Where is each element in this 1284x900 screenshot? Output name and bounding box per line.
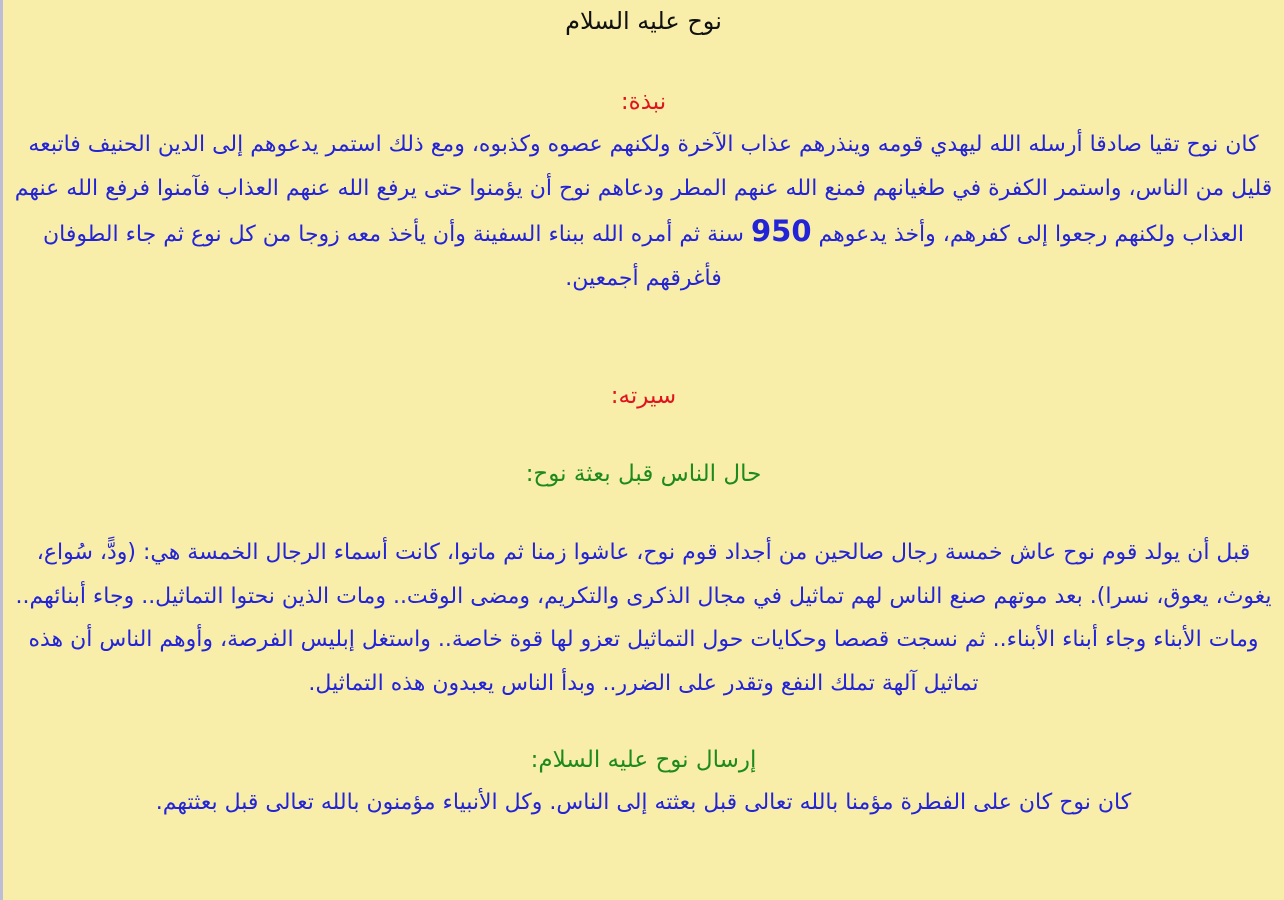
page-title: نوح عليه السلام [565,7,722,35]
spacer [13,417,1274,453]
nabtha-years: 950 [750,214,812,248]
nabtha-text-before: كان نوح تقيا صادقا أرسله الله ليهدي قومه وينذرهم عذاب الآخرة ولكنهم عصوه وكذبوه، ومع ذلك استمر يدعوهم إلى الدين الحنيف فاتبعه قليل من الناس، واستمر الكفرة في طغيانهم فمنع الله عنهم المطر ودعاهم نوح أن يؤمنوا حتى يرفع الله عنهم العذاب فآمنوا فرفع الله عنهم العذاب ولكنهم رجعوا إلى كفرهم، وأخذ يدعوهم [14,132,1273,247]
section-heading-nabtha: نبذة: [620,89,667,115]
article [3,0,1284,825]
before-mission-paragraph: قبل أن يولد قوم نوح عاش خمسة رجال صالحين من أجداد قوم نوح، عاشوا زمنا ثم ماتوا، كانت أسماء الرجال الخمسة هي: (ودًّ، سُواع، يغوث، يعوق، نسرا). بعد موتهم صنع الناس لهم تماثيل في مجال الذكرى والتكريم، ومضى الوقت.. ومات الذين نحتوا التماثيل.. وجاء أبنائهم.. ومات الأبناء وجاء أبناء الأبناء.. ثم نسجت قصصا وحكايات حول التماثيل تعزو لها قوة خاصة.. واستغل إبليس الفرصة، وأوهم الناس أن هذه تماثيل آلهة تملك النفع وتقدر على الضرر.. وبدأ الناس يعبدون هذه التماثيل. [15,540,1272,696]
spacer [13,300,1274,375]
spacer [13,495,1274,531]
nabtha-paragraph [13,123,1274,300]
subheading-before-mission: حال الناس قبل بعثة نوح: [525,461,762,487]
spacer [13,705,1274,739]
section-heading-seerah: سيرته: [610,383,677,409]
spacer [13,42,1274,81]
nabtha-text-after: سنة ثم أمره الله ببناء السفينة وأن يأخذ معه زوجا من كل نوع ثم جاء الطوفان فأغرقهم أجمعين. [42,222,751,291]
mission-paragraph: كان نوح كان على الفطرة مؤمنا بالله تعالى قبل بعثته إلى الناس. وكل الأنبياء مؤمنون بالله تعالى قبل بعثتهم. [155,790,1132,815]
subheading-mission: إرسال نوح عليه السلام: [530,747,757,773]
